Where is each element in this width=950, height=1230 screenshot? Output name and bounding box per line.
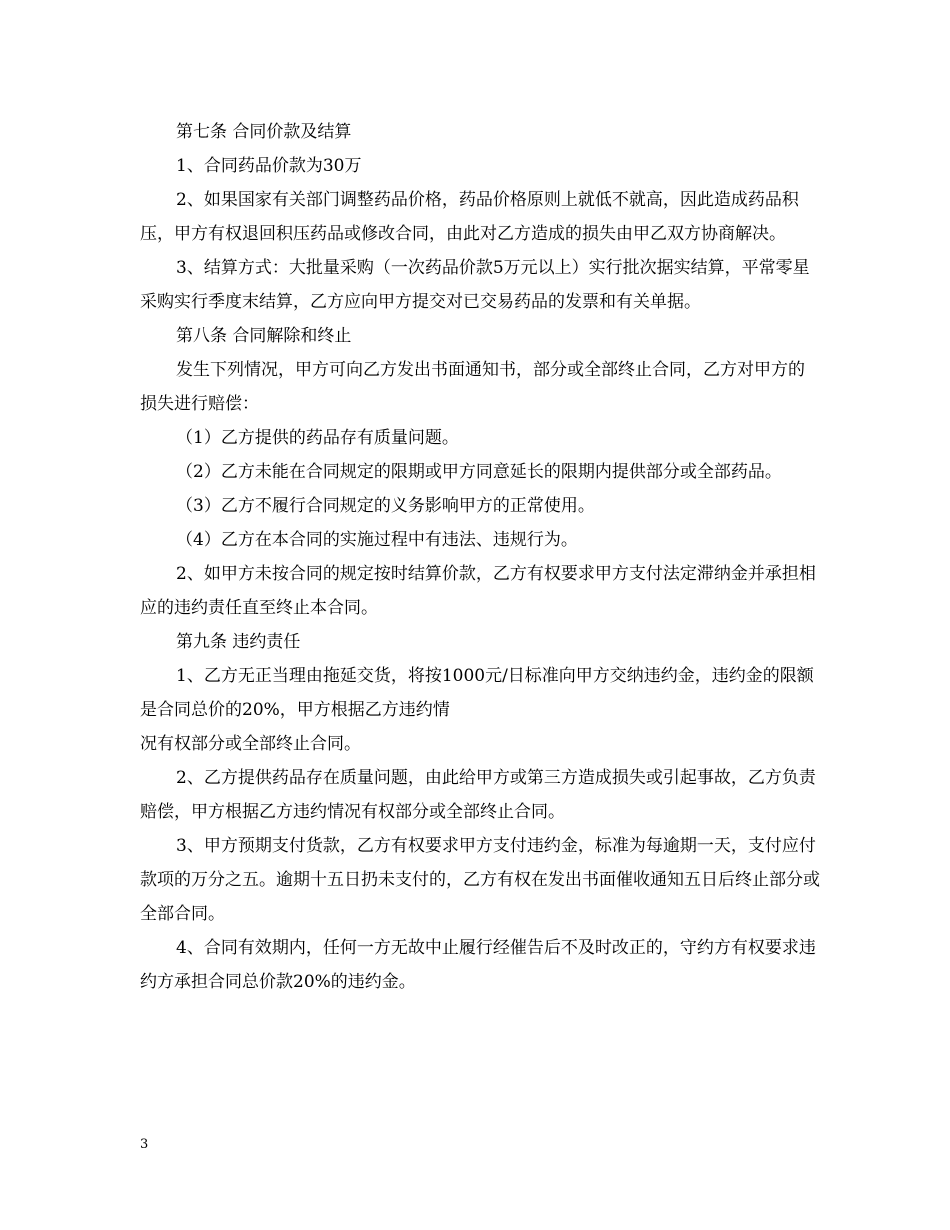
clause-8-item-4: （4）乙方在本合同的实施过程中有违法、违规行为。	[176, 530, 578, 550]
article-7-heading: 第七条 合同价款及结算	[176, 122, 352, 142]
clause-9-1: 1、乙方无正当理由拖延交货，将按1000元/日标准向甲方交纳违约金，违约金的限额是合同总价的20%，甲方根据乙方违约情	[140, 666, 814, 720]
article-9-heading: 第九条 违约责任	[176, 632, 301, 652]
clause-7-1: 1、合同药品价款为30万	[176, 156, 362, 176]
clause-9-2: 2、乙方提供药品存在质量问题，由此给甲方或第三方造成损失或引起事故，乙方负责赔偿，甲方根据乙方违约情况有权部分或全部终止合同。	[140, 768, 816, 822]
page-number: 3	[140, 1137, 149, 1152]
clause-9-1-continued: 况有权部分或全部终止合同。	[140, 734, 361, 754]
document-body	[140, 115, 820, 999]
clause-8-intro: 发生下列情况，甲方可向乙方发出书面通知书，部分或全部终止合同，乙方对甲方的损失进行赔偿：	[140, 360, 805, 414]
clause-8-item-1: （1）乙方提供的药品存有质量问题。	[176, 428, 459, 448]
article-8-heading: 第八条 合同解除和终止	[176, 326, 352, 346]
clause-9-4: 4、合同有效期内，任何一方无故中止履行经催告后不及时改正的，守约方有权要求违约方承担合同总价款20%的违约金。	[140, 938, 816, 992]
clause-8-2: 2、如甲方未按合同的规定按时结算价款，乙方有权要求甲方支付法定滞纳金并承担相应的违约责任直至终止本合同。	[140, 564, 816, 618]
clause-7-3: 3、结算方式：大批量采购（一次药品价款5万元以上）实行批次据实结算，平常零星采购实行季度末结算，乙方应向甲方提交对已交易药品的发票和有关单据。	[140, 258, 810, 312]
clause-8-item-3: （3）乙方不履行合同规定的义务影响甲方的正常使用。	[176, 496, 595, 516]
clause-9-3: 3、甲方预期支付货款，乙方有权要求甲方支付违约金，标准为每逾期一天，支付应付款项的万分之五。逾期十五日扔未支付的，乙方有权在发出书面催收通知五日后终止部分或全部合同。	[140, 836, 820, 924]
clause-8-item-2: （2）乙方未能在合同规定的限期或甲方同意延长的限期内提供部分或全部药品。	[176, 462, 782, 482]
clause-7-2: 2、如果国家有关部门调整药品价格，药品价格原则上就低不就高，因此造成药品积压，甲方有权退回积压药品或修改合同，由此对乙方造成的损失由甲乙双方协商解决。	[140, 190, 799, 244]
